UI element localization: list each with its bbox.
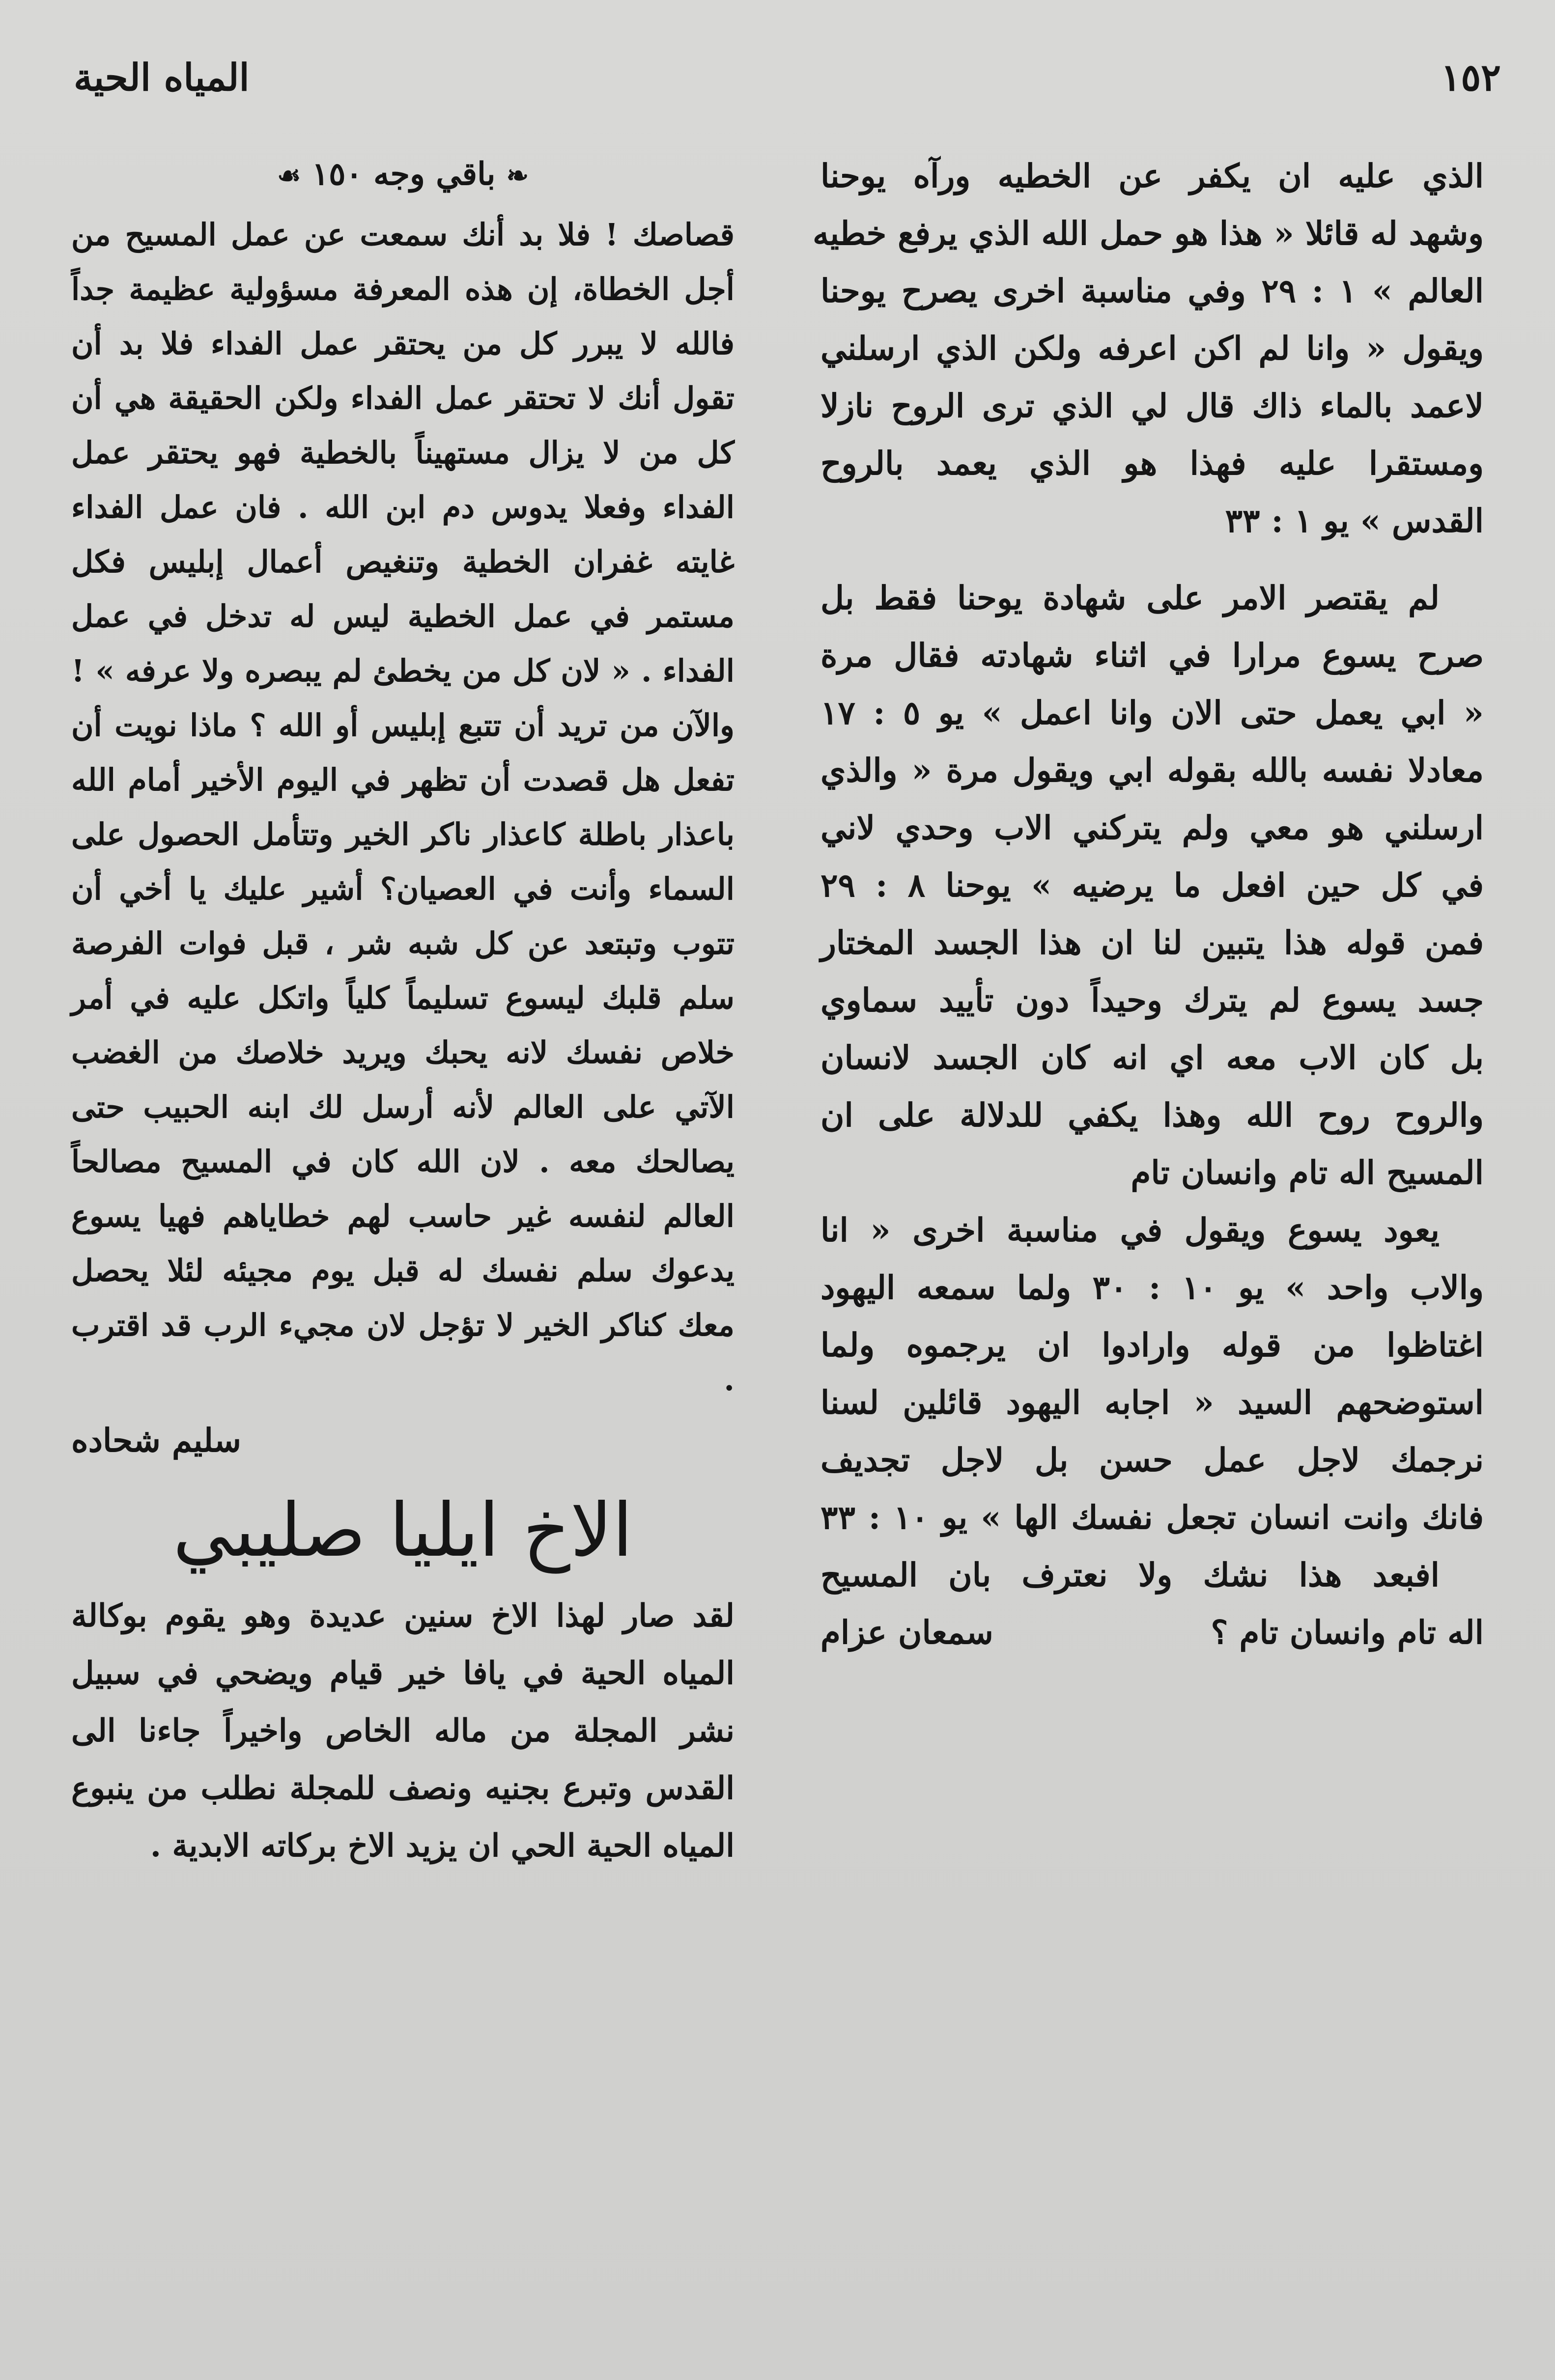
left-paragraph-1: قصاصك ! فلا بد أنك سمعت عن عمل المسيح من أجل الخطاة، إن هذه المعرفة مسؤولية عظيمة جداً فالله لا يبرر كل من يحتقر عمل الفداء فلا بد أن تقول أنك لا تحتقر عمل الفداء ولكن الحقيقة هي أن كل من لا يزال مستهيناً بالخطية فهو يحتقر عمل الفداء وفعلا يدوس دم ابن الله . فان عمل الفداء غايته غفران الخطية وتنغيص أعمال إبليس فكل مستمر في عمل الخطية ليس له تدخل في عمل الفداء . « لان كل من يخطئ لم يبصره ولا عرفه » ! والآن من تريد أن تتبع إبليس أو الله ؟ ماذا نويت أن تفعل هل قصدت أن تظهر في اليوم الأخير أمام الله باعذار باطلة كاعذار ناكر الخير وتتأمل الحصول على السماء وأنت في العصيان؟ أشير عليك يا أخي أن تتوب وتبتعد عن كل شبه شر ، قبل فوات الفرصة سلم قلبك ليسوع تسليماً كلياً واتكل عليه في أمر خلاص نفسك لانه يحبك ويريد خلاصك من الغضب الآتي على العالم لأنه أرسل لك ابنه الحبيب حتى يصالحك معه . لان الله كان في المسيح مصالحاً العالم لنفسه غير حاسب لهم خطاياهم فهيا يسوع يدعوك سلم نفسك له قبل يوم مجيئه لئلا يحصل معك كناكر الخير لا تؤجل لان مجيء الرب قد اقترب .	[71, 217, 735, 1398]
right-column	[813, 147, 1484, 1661]
continued-label: باقي وجه ١٥٠	[311, 156, 496, 193]
text-line: « ابي يعمل حتى الان وانا اعمل » يو ٥ : ١٧	[820, 694, 1484, 732]
text-line: القدس » يو ١ : ٣٣	[1225, 502, 1484, 540]
text-line: وشهد له قائلا « هذا هو حمل الله الذي يرفع خطيه	[813, 214, 1484, 252]
page-number: ١٥٢	[1441, 56, 1501, 99]
right-paragraph-4	[820, 1546, 1484, 1661]
text-line: العالم » ١ : ٢٩ وفي مناسبة اخرى يصرح يوحنا	[820, 272, 1484, 310]
text-line: فانك وانت انسان تجعل نفسك الها » يو ١٠ : ٣٣	[820, 1498, 1484, 1537]
left-column	[71, 147, 735, 1875]
continued-from-heading	[71, 147, 735, 202]
text-line: صرح يسوع مرارا في اثناء شهادته فقال مرة	[820, 636, 1484, 674]
text-line: افبعد هذا نشك ولا نعترف بان المسيح	[820, 1556, 1440, 1594]
text-line: اله تام وانسان تام ؟	[1211, 1613, 1484, 1652]
text-line: جسد يسوع لم يترك وحيداً دون تأييد سماوي	[820, 981, 1484, 1019]
text-line: استوضحهم السيد « اجابه اليهود قائلين لسنا	[820, 1383, 1484, 1422]
ornament-right-icon: ❧	[506, 160, 529, 191]
text-line: اغتاظوا من قوله وارادوا ان يرجموه ولما	[820, 1326, 1484, 1364]
ornament-left-icon: ☙	[277, 160, 301, 191]
text-line: الذي عليه ان يكفر عن الخطيه ورآه يوحنا	[820, 157, 1484, 195]
text-line: ومستقرا عليه فهذا هو الذي يعمد بالروح	[820, 444, 1484, 482]
text-line: معادلا نفسه بالله بقوله ابي ويقول مرة « والذي	[820, 751, 1484, 789]
right-paragraph-1	[813, 147, 1484, 550]
signature: سمعان عزام	[820, 1613, 993, 1652]
text-line: فمن قوله هذا يتبين لنا ان هذا الجسد المختار	[820, 924, 1484, 962]
closing-line	[820, 1604, 1484, 1661]
text-line: ارسلني هو معي ولم يتركني الاب وحدي لاني	[820, 809, 1484, 847]
text-line: لاعمد بالماء ذاك قال لي الذي ترى الروح نازلا	[820, 387, 1484, 425]
text-line: والروح روح الله وهذا يكفي للدلالة على ان	[820, 1096, 1484, 1134]
left-paragraph-2: لقد صار لهذا الاخ سنين عديدة وهو يقوم بوكالة المياه الحية في يافا خير قيام ويضحي في سبيل نشر المجلة من ماله الخاص واخيراً جاءنا الى القدس وتبرع بجنيه ونصف للمجلة نطلب من ينبوع المياه الحية الحي ان يزيد الاخ بركاته الابدية .	[71, 1597, 735, 1864]
text-line: المسيح اله تام وانسان تام	[1131, 1153, 1484, 1192]
running-title: المياه الحية	[74, 56, 250, 99]
signature-row	[71, 1412, 735, 1469]
text-line: يعود يسوع ويقول في مناسبة اخرى « انا	[820, 1211, 1440, 1249]
article-title: الاخ ايليا صليبي	[172, 1488, 633, 1573]
text-line: لم يقتصر الامر على شهادة يوحنا فقط بل	[820, 579, 1440, 617]
text-line: في كل حين افعل ما يرضيه » يوحنا ٨ : ٢٩	[820, 866, 1484, 904]
text-line: ويقول « وانا لم اكن اعرفه ولكن الذي ارسلني	[820, 329, 1484, 367]
right-paragraph-3	[820, 1202, 1484, 1546]
signature: سليم شحاده	[71, 1421, 241, 1459]
text-line: نرجمك لاجل عمل حسن بل لاجل تجديف	[820, 1441, 1484, 1479]
text-line: بل كان الاب معه اي انه كان الجسد لانسان	[820, 1038, 1484, 1077]
text-line: والاب واحد » يو ١٠ : ٣٠ ولما سمعه اليهود	[820, 1268, 1484, 1307]
right-paragraph-2	[820, 569, 1484, 1202]
